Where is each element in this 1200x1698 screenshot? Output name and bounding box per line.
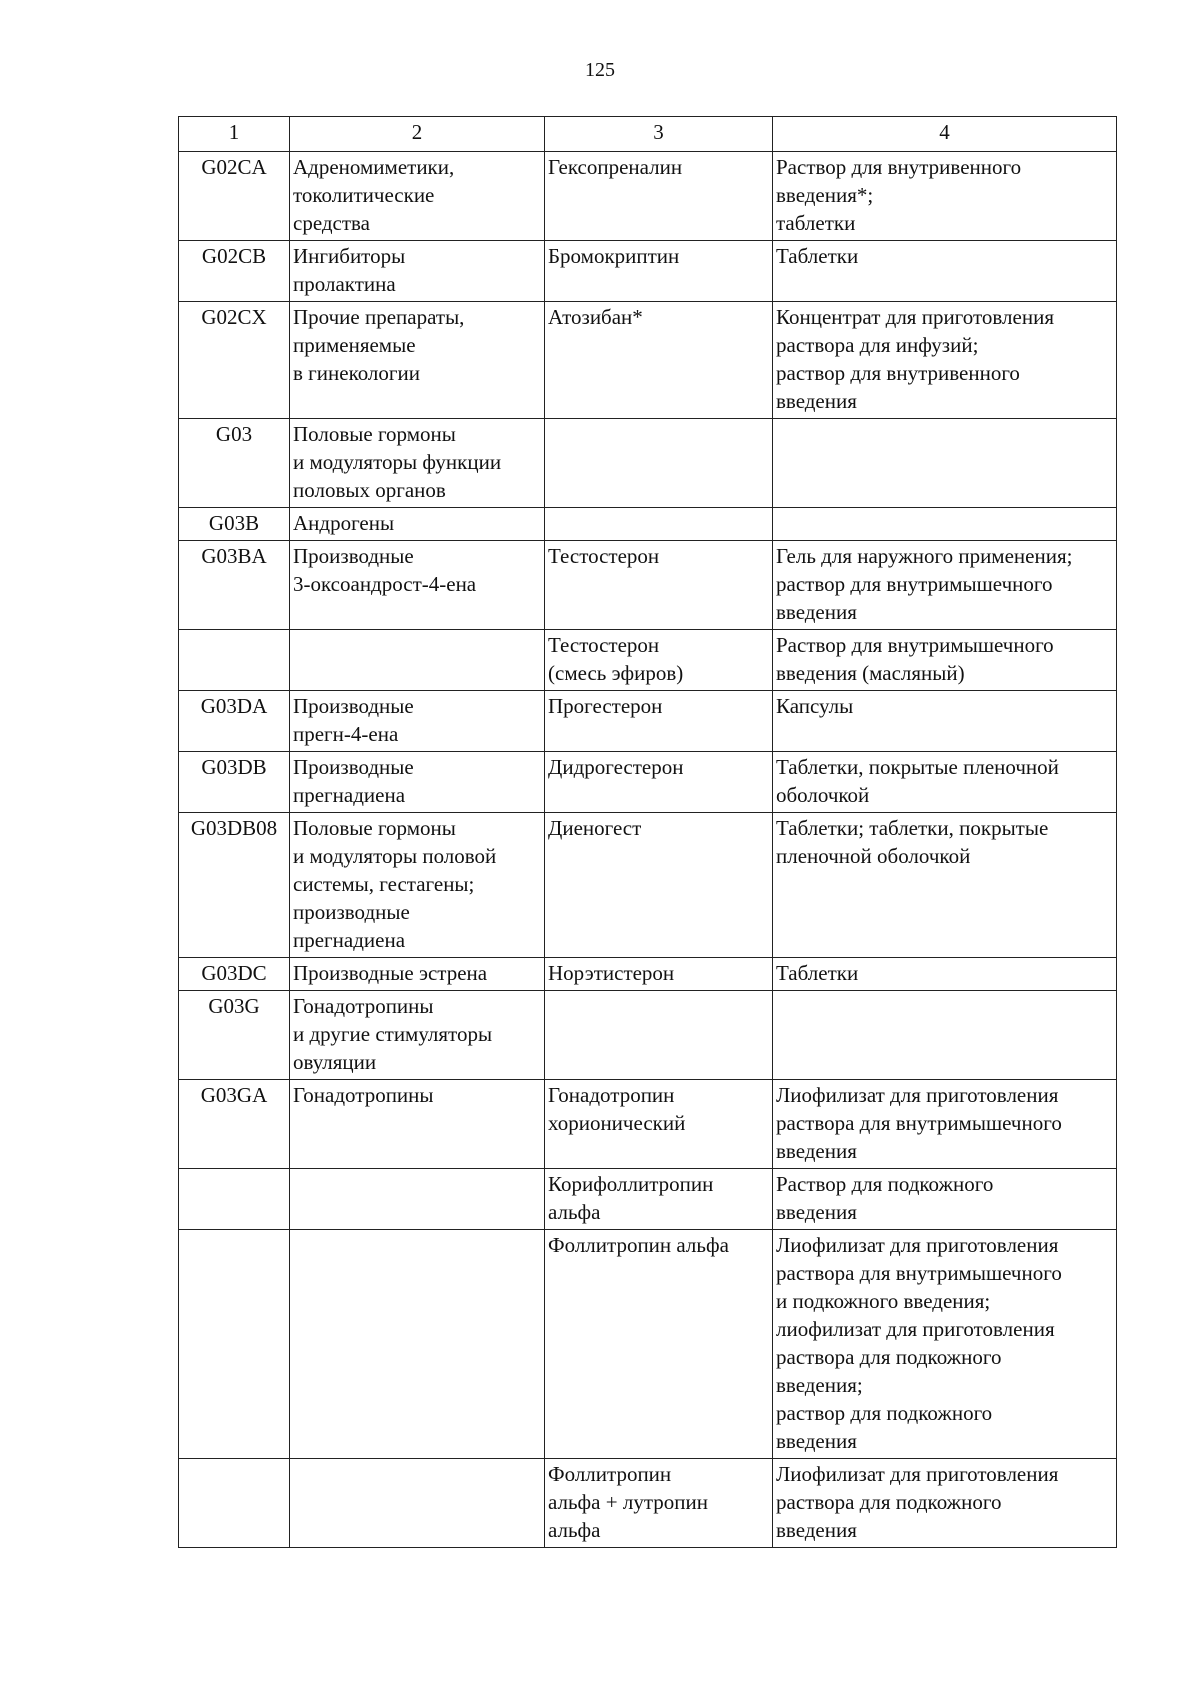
drug-name-cell: Тестостерон (смесь эфиров) — [545, 630, 773, 691]
drug-name-cell: Гексопреналин — [545, 152, 773, 241]
dosage-form-cell — [773, 508, 1117, 541]
header-col-2: 2 — [290, 117, 545, 152]
dosage-form-cell: Таблетки — [773, 958, 1117, 991]
dosage-form-cell: Раствор для подкожного введения — [773, 1169, 1117, 1230]
group-name-cell: Половые гормоны и модуляторы половой системы, гестагены; производные прегнадиена — [290, 813, 545, 958]
table-body — [179, 117, 1117, 1548]
drug-name-cell: Фоллитропин альфа + лутропин альфа — [545, 1459, 773, 1548]
atc-code-cell: G03GA — [179, 1080, 290, 1169]
table-row — [179, 1459, 1117, 1548]
table-row — [179, 1080, 1117, 1169]
atc-code-cell — [179, 1230, 290, 1459]
group-name-cell: Прочие препараты, применяемые в гинекологии — [290, 302, 545, 419]
atc-code-cell: G03DB08 — [179, 813, 290, 958]
group-name-cell: Производные прегн-4-ена — [290, 691, 545, 752]
drug-name-cell — [545, 419, 773, 508]
table-row — [179, 630, 1117, 691]
dosage-form-cell: Лиофилизат для приготовления раствора для подкожного введения — [773, 1459, 1117, 1548]
dosage-form-cell: Таблетки, покрытые пленочной оболочкой — [773, 752, 1117, 813]
atc-code-cell — [179, 630, 290, 691]
group-name-cell: Андрогены — [290, 508, 545, 541]
table-row — [179, 241, 1117, 302]
group-name-cell: Половые гормоны и модуляторы функции половых органов — [290, 419, 545, 508]
table-row — [179, 419, 1117, 508]
atc-code-cell: G03BA — [179, 541, 290, 630]
group-name-cell: Производные 3-оксоандрост-4-ена — [290, 541, 545, 630]
table-row — [179, 813, 1117, 958]
atc-code-cell: G03G — [179, 991, 290, 1080]
dosage-form-cell — [773, 991, 1117, 1080]
drug-name-cell: Тестостерон — [545, 541, 773, 630]
table-row — [179, 691, 1117, 752]
table-row — [179, 541, 1117, 630]
header-col-3: 3 — [545, 117, 773, 152]
drug-name-cell — [545, 991, 773, 1080]
table-row — [179, 152, 1117, 241]
drug-name-cell — [545, 508, 773, 541]
group-name-cell — [290, 1230, 545, 1459]
table-row — [179, 302, 1117, 419]
atc-code-cell: G02CX — [179, 302, 290, 419]
dosage-form-cell: Раствор для внутривенного введения*; таблетки — [773, 152, 1117, 241]
atc-code-cell — [179, 1459, 290, 1548]
group-name-cell: Производные эстрена — [290, 958, 545, 991]
drug-name-cell: Норэтистерон — [545, 958, 773, 991]
header-col-1: 1 — [179, 117, 290, 152]
page-number: 125 — [585, 59, 615, 81]
dosage-form-cell: Лиофилизат для приготовления раствора для внутримышечного и подкожного введения; лиофилизат для приготовления раствора для подкожного введения; раствор для подкожного введения — [773, 1230, 1117, 1459]
drug-name-cell: Прогестерон — [545, 691, 773, 752]
group-name-cell — [290, 630, 545, 691]
dosage-form-cell: Гель для наружного применения; раствор для внутримышечного введения — [773, 541, 1117, 630]
drug-name-cell: Диеногест — [545, 813, 773, 958]
atc-code-cell: G03B — [179, 508, 290, 541]
atc-code-cell: G03DB — [179, 752, 290, 813]
atc-code-cell: G03 — [179, 419, 290, 508]
dosage-form-cell: Таблетки; таблетки, покрытые пленочной оболочкой — [773, 813, 1117, 958]
group-name-cell: Производные прегнадиена — [290, 752, 545, 813]
table-header-row — [179, 117, 1117, 152]
drug-name-cell: Фоллитропин альфа — [545, 1230, 773, 1459]
table-row — [179, 508, 1117, 541]
drug-name-cell: Атозибан* — [545, 302, 773, 419]
table-row — [179, 1230, 1117, 1459]
header-col-4: 4 — [773, 117, 1117, 152]
drug-name-cell: Бромокриптин — [545, 241, 773, 302]
table-row — [179, 752, 1117, 813]
table-row — [179, 1169, 1117, 1230]
dosage-form-cell: Капсулы — [773, 691, 1117, 752]
dosage-form-cell: Лиофилизат для приготовления раствора для внутримышечного введения — [773, 1080, 1117, 1169]
drug-name-cell: Дидрогестерон — [545, 752, 773, 813]
atc-code-cell: G03DC — [179, 958, 290, 991]
group-name-cell: Гонадотропины — [290, 1080, 545, 1169]
table-row — [179, 958, 1117, 991]
atc-code-cell: G02CA — [179, 152, 290, 241]
dosage-form-cell: Таблетки — [773, 241, 1117, 302]
drug-name-cell: Гонадотропин хорионический — [545, 1080, 773, 1169]
dosage-form-cell: Концентрат для приготовления раствора для инфузий; раствор для внутривенного введения — [773, 302, 1117, 419]
drug-table — [178, 116, 1117, 1548]
group-name-cell: Адреномиметики, токолитические средства — [290, 152, 545, 241]
atc-code-cell — [179, 1169, 290, 1230]
dosage-form-cell: Раствор для внутримышечного введения (масляный) — [773, 630, 1117, 691]
table-row — [179, 991, 1117, 1080]
dosage-form-cell — [773, 419, 1117, 508]
group-name-cell — [290, 1459, 545, 1548]
group-name-cell: Гонадотропины и другие стимуляторы овуляции — [290, 991, 545, 1080]
atc-code-cell: G02CB — [179, 241, 290, 302]
group-name-cell — [290, 1169, 545, 1230]
drug-name-cell: Корифоллитропин альфа — [545, 1169, 773, 1230]
atc-code-cell: G03DA — [179, 691, 290, 752]
group-name-cell: Ингибиторы пролактина — [290, 241, 545, 302]
